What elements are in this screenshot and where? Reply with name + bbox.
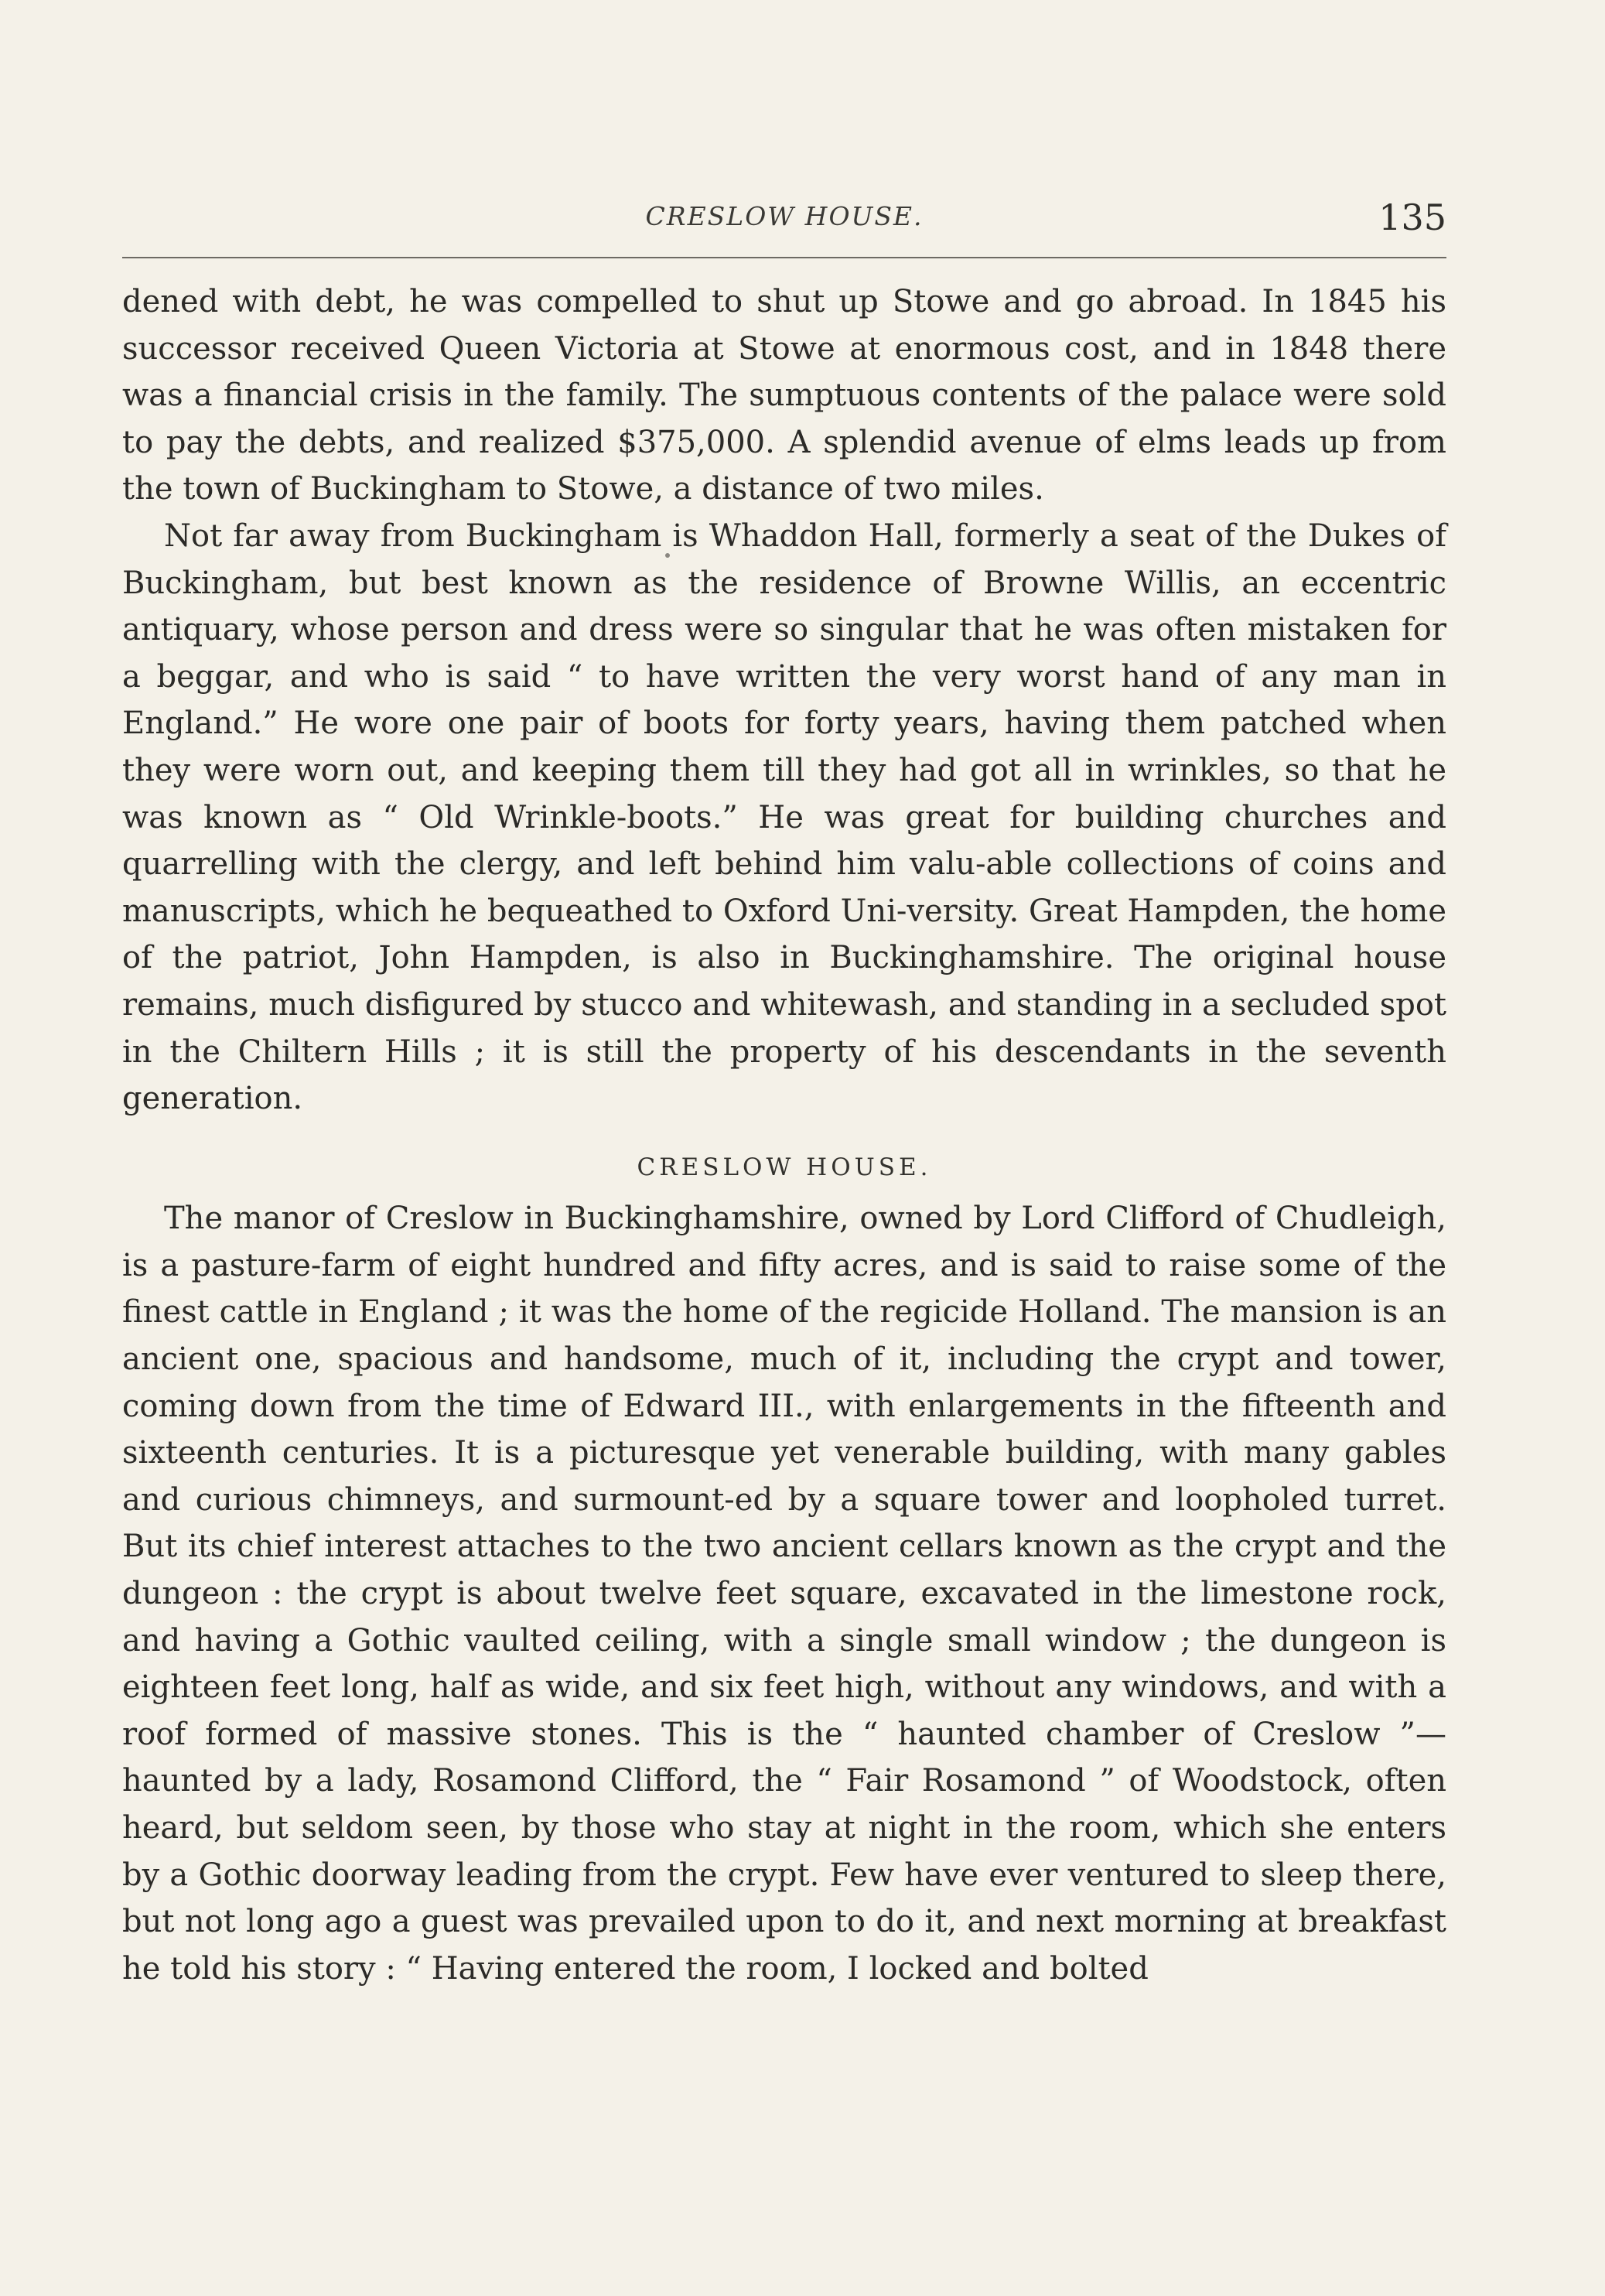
paragraph-continued: dened with debt, he was compelled to shut up Stowe and go abroad. In 1845 his successor received Queen Victoria at Stowe at enormous cost, and in 1848 there was a financial crisis in the family. The sumptuous contents of the palace were sold to pay the debts, and realized $375,000. A splendid avenue of elms leads up from the town of Buckingham to Stowe, a distance of two miles. <box>122 284 1446 507</box>
running-head <box>122 195 1446 249</box>
paragraph-whaddon-hall: Not far away from Buckingham is Whaddon Hall, formerly a seat of the Dukes of Buckingham, but best known as the residence of Browne Willis, an eccentric antiquary, whose person and dress were so singular that he was often mistaken for a beggar, and who is said “ to have written the very worst hand of any man in England.” He wore one pair of boots for forty years, having them patched when they were worn out, and keeping them till they had got all in wrinkles, so that he was known as “ Old Wrinkle-boots.” He was great for building churches and quarrelling with the clergy, and left behind him valu-able collections of coins and manuscripts, which he bequeathed to Oxford Uni-versity. Great Hampden, the home of the patriot, John Hampden, is also in Buckinghamshire. The original house remains, much disfigured by stucco and whitewash, and standing in a secluded spot in the Chiltern Hills ; it is still the property of his descendants in the seventh generation. <box>122 518 1446 1117</box>
header-rule <box>122 257 1446 258</box>
section-heading: CRESLOW HOUSE. <box>637 1153 932 1181</box>
page-number: 135 <box>1378 196 1446 238</box>
running-title: CRESLOW HOUSE. <box>645 201 924 231</box>
body-text <box>122 278 1446 1992</box>
paragraph-creslow-house: The manor of Creslow in Buckinghamshire, owned by Lord Clifford of Chudleigh, is a pasture-farm of eight hundred and fifty acres, and is said to raise some of the finest cattle in England ; it was the home of the regicide Holland. The mansion is an ancient one, spacious and handsome, much of it, including the crypt and tower, coming down from the time of Edward III., with enlargements in the fifteenth and sixteenth centuries. It is a picturesque yet venerable building, with many gables and curious chimneys, and surmount-ed by a square tower and loopholed turret. But its chief interest attaches to the two ancient cellars known as the crypt and the dungeon : the crypt is about twelve feet square, excavated in the limestone rock, and having a Gothic vaulted ceiling, with a single small window ; the dungeon is eighteen feet long, half as wide, and six feet high, without any windows, and with a roof formed of massive stones. This is the “ haunted chamber of Creslow ”—haunted by a lady, Rosamond Clifford, the “ Fair Rosamond ” of Woodstock, often heard, but seldom seen, by those who stay at night in the room, which she enters by a Gothic doorway leading from the crypt. Few have ever ventured to sleep there, but not long ago a guest was prevailed upon to do it, and next morning at breakfast he told his story : “ Having entered the room, I locked and bolted <box>122 1201 1446 1987</box>
